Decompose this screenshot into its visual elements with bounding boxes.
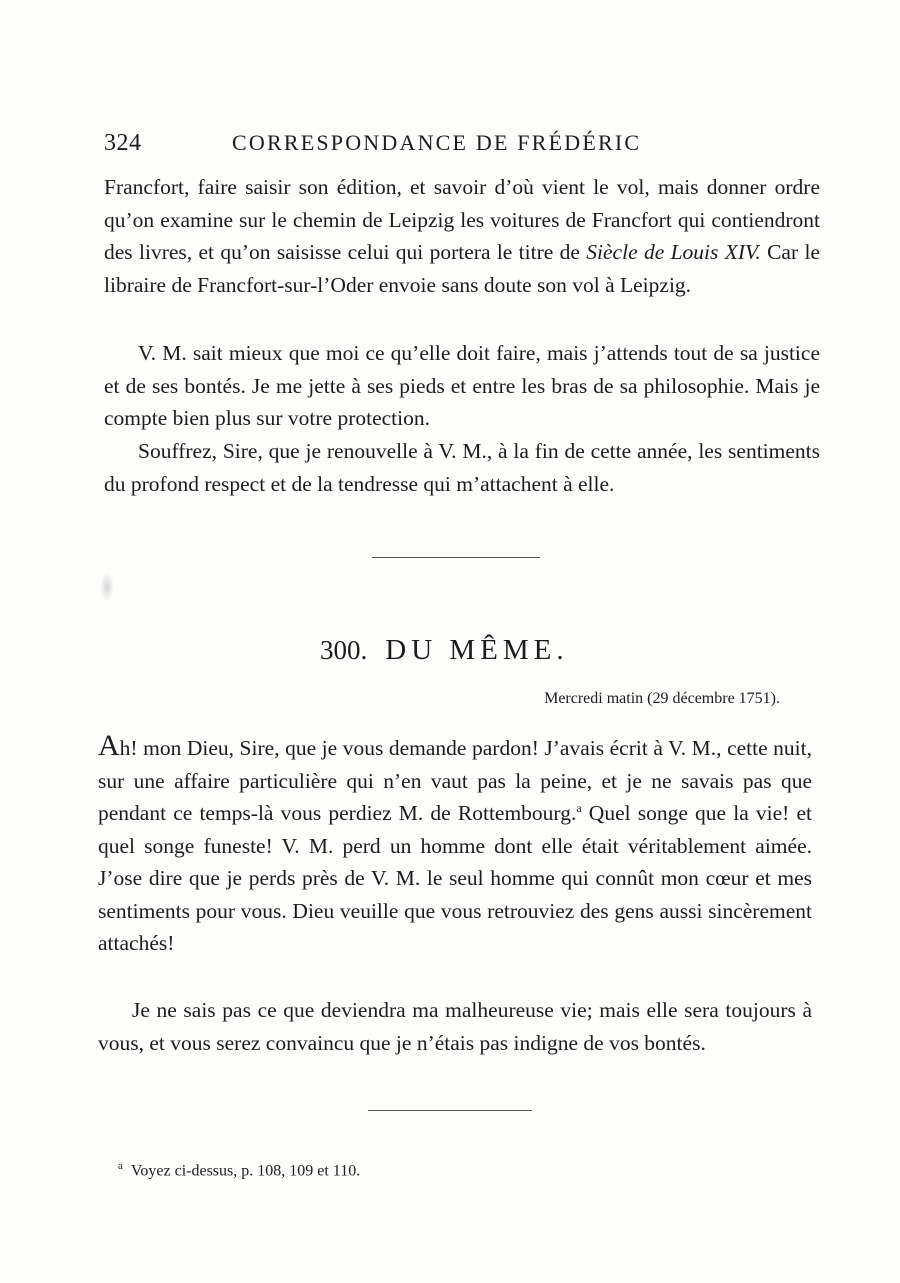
footnote-divider — [368, 1110, 532, 1111]
paragraph-continued-1 — [104, 171, 820, 301]
paragraph-continued-3: Souffrez, Sire, que je renouvelle à V. M., à la fin de cette année, les sentiments du profond respect et de la tendresse qui m’attachent à elle. — [104, 439, 820, 496]
footnote-text: Voyez ci-dessus, p. 108, 109 et 110. — [130, 1162, 361, 1180]
paper-speck — [100, 572, 114, 602]
letter-paragraph-1 — [98, 730, 812, 960]
footnote-mark: a — [118, 1160, 123, 1172]
letter-paragraph-2: Je ne sais pas ce que deviendra ma malheureuse vie; mais elle sera toujours à vous, et vous serez convaincu que je n’étais pas indigne de vos bontés. — [98, 998, 812, 1055]
section-divider — [372, 557, 540, 558]
text: Francfort, faire saisir son édition, et savoir d’où vient le vol, mais donner ordre qu’on examine sur le chemin de Leipzig les voitures de Francfort qui contiendront des livres, et qu’on saisisse celui qui portera le titre de — [104, 175, 820, 264]
text: Car le libraire de Francfort-sur-l’Oder envoie sans doute son vol à Leipzig. — [104, 240, 820, 297]
running-head — [104, 128, 696, 162]
running-title: CORRESPONDANCE DE FRÉDÉRIC — [232, 130, 642, 155]
paragraph-continued-2: V. M. sait mieux que moi ce qu’elle doit faire, mais j’attends tout de sa justice et de ses bontés. Je me jette à ses pieds et entre les bras de sa philosophie. Mais je compte bien plus sur votre protection. — [104, 341, 820, 430]
letter-title: DU MÊME. — [385, 634, 569, 666]
dateline: Mercredi matin (29 décembre 1751). — [544, 690, 780, 707]
footnote — [118, 1160, 718, 1180]
text: h! mon Dieu, Sire, que je vous demande pardon! J’avais écrit à V. M., cette nuit, sur une affaire particulière qui n’en vaut pas la peine, et je ne savais pas que pendant ce temps-là vous perdiez M. de Rottembourg. — [98, 736, 812, 825]
book-title-italic: Siècle de Louis XIV. — [586, 240, 761, 264]
footnote-reference: a — [576, 800, 582, 815]
letter-number: 300. — [320, 635, 368, 665]
letter-heading — [300, 634, 620, 674]
page-number: 324 — [104, 130, 142, 156]
drop-cap: A — [98, 729, 120, 762]
text: Quel songe que la vie! et quel songe funeste! V. M. perd un homme dont elle était véritablement aimée. J’ose dire que je perds près de V. M. le seul homme qui connût mon cœur et mes sentiments pour vous. Dieu veuille que vous retrouviez des gens aussi sincèrement attachés! — [98, 801, 812, 955]
